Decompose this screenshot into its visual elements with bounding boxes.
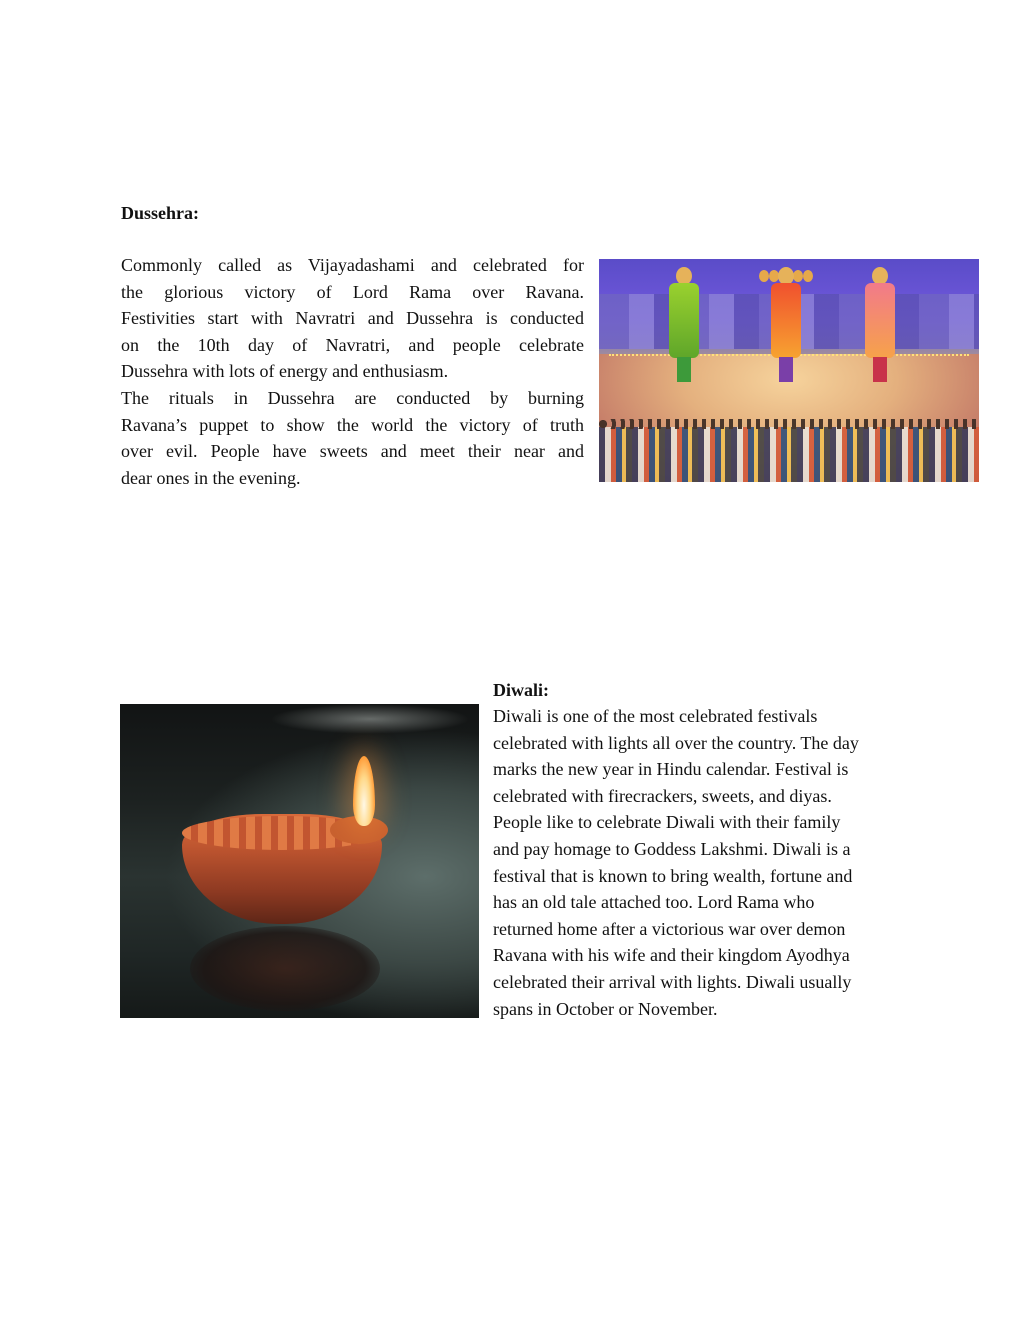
diwali-heading: Diwali: xyxy=(493,680,549,700)
diwali-line: returned home after a victorious war over demon xyxy=(493,918,846,939)
dussehra-line: Ravana’s puppet to show the world the victory of truth xyxy=(121,414,584,435)
dussehra-line: Dussehra with lots of energy and enthusiasm. xyxy=(121,361,449,382)
flame-icon xyxy=(353,756,375,826)
diwali-line: marks the new year in Hindu calendar. Festival is xyxy=(493,759,849,780)
diwali-line: celebrated with lights all over the country. The day xyxy=(493,732,859,753)
dussehra-illustration xyxy=(599,259,979,482)
dussehra-paragraph xyxy=(121,252,584,491)
diwali-line: People like to celebrate Diwali with their family xyxy=(493,812,841,833)
dussehra-line: on the 10th day of Navratri, and people celebrate xyxy=(121,334,584,355)
dussehra-line: the glorious victory of Lord Rama over Ravana. xyxy=(121,281,584,302)
diwali-line: spans in October or November. xyxy=(493,998,718,1019)
dussehra-line: Commonly called as Vijayadashami and celebrated for xyxy=(121,255,584,275)
diwali-line: celebrated with firecrackers, sweets, and diyas. xyxy=(493,785,832,806)
diwali-line: has an old tale attached too. Lord Rama who xyxy=(493,892,815,913)
crowd xyxy=(599,427,979,482)
dussehra-line: Festivities start with Navratri and Dussehra is conducted xyxy=(121,308,584,329)
diwali-line: celebrated their arrival with lights. Diwali usually xyxy=(493,971,852,992)
diwali-line: Diwali is one of the most celebrated festivals xyxy=(493,706,818,726)
diwali-diya-photo xyxy=(120,704,479,1018)
background-blur xyxy=(270,704,470,734)
diwali-line: and pay homage to Goddess Lakshmi. Diwali is a xyxy=(493,838,851,859)
dussehra-heading: Dussehra: xyxy=(121,203,200,223)
dussehra-line: The rituals in Dussehra are conducted by burning xyxy=(121,387,584,408)
effigy-left xyxy=(669,267,699,382)
effigy-ravana xyxy=(771,267,801,382)
effigy-right xyxy=(865,267,895,382)
dussehra-line: dear ones in the evening. xyxy=(121,467,301,488)
diwali-line: festival that is known to bring wealth, fortune and xyxy=(493,865,853,886)
dussehra-line: over evil. People have sweets and meet their near and xyxy=(121,441,584,462)
diwali-paragraph xyxy=(493,703,913,1022)
diya-reflection xyxy=(190,926,380,1011)
diwali-line: Ravana with his wife and their kingdom Ayodhya xyxy=(493,945,850,966)
